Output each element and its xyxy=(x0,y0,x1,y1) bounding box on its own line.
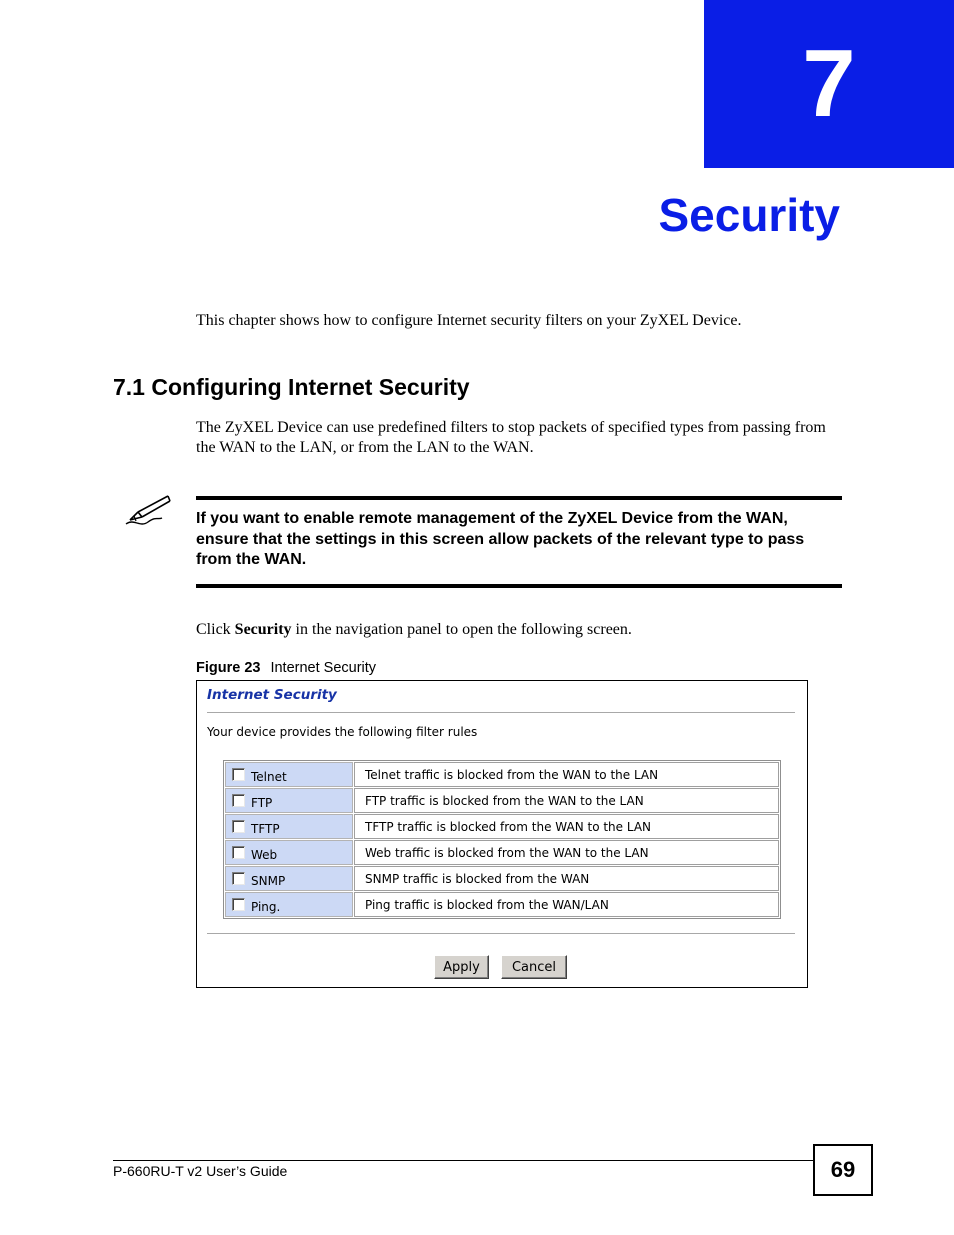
chapter-number-box xyxy=(704,0,954,168)
pencil-note-icon xyxy=(124,494,174,526)
section-heading: 7.1 Configuring Internet Security xyxy=(113,374,470,400)
page-number: 69 xyxy=(813,1144,873,1196)
click-bold-term: Security xyxy=(234,621,292,638)
filter-description: Ping traffic is blocked from the WAN/LAN xyxy=(354,892,779,917)
filter-checkbox[interactable] xyxy=(232,872,245,885)
filter-rules-table xyxy=(223,760,781,919)
filter-name: TFTP xyxy=(251,821,280,836)
filter-name: FTP xyxy=(251,795,273,810)
filter-name-cell xyxy=(225,762,353,787)
section-paragraph: The ZyXEL Device can use predefined filters to stop packets of specified types from passing from the WAN to the LAN, or from the LAN to the WAN. xyxy=(196,419,826,456)
apply-button[interactable]: Apply xyxy=(434,955,489,979)
filter-description: SNMP traffic is blocked from the WAN xyxy=(354,866,779,891)
filter-name-cell xyxy=(225,814,353,839)
filter-rule-row xyxy=(225,840,779,865)
screen-bottom-divider xyxy=(207,933,795,935)
filter-checkbox[interactable] xyxy=(232,898,245,911)
filter-description: TFTP traffic is blocked from the WAN to the LAN xyxy=(354,814,779,839)
filter-description: FTP traffic is blocked from the WAN to the LAN xyxy=(354,788,779,813)
filter-name-cell xyxy=(225,892,353,917)
cancel-button[interactable]: Cancel xyxy=(501,955,567,979)
filter-description: Web traffic is blocked from the WAN to the LAN xyxy=(354,840,779,865)
click-instruction xyxy=(196,620,632,640)
filter-name: Telnet xyxy=(251,769,287,784)
filter-name: Ping. xyxy=(251,899,281,914)
filter-description: Telnet traffic is blocked from the WAN to the LAN xyxy=(354,762,779,787)
filter-name: Web xyxy=(251,847,278,862)
note-text: If you want to enable remote management of the ZyXEL Device from the WAN, ensure that the settings in this screen allow packets of the relevant type to pass from the WAN. xyxy=(196,510,805,568)
screen-description: Your device provides the following filter rules xyxy=(207,725,478,739)
filter-rule-row xyxy=(225,866,779,891)
chapter-number: 7 xyxy=(802,30,856,137)
filter-checkbox[interactable] xyxy=(232,820,245,833)
figure-caption xyxy=(196,660,376,676)
filter-name-cell xyxy=(225,866,353,891)
footer-rule xyxy=(113,1160,813,1161)
intro-paragraph: This chapter shows how to configure Internet security filters on your ZyXEL Device. xyxy=(196,312,742,329)
filter-checkbox[interactable] xyxy=(232,794,245,807)
click-prefix: Click xyxy=(196,621,235,638)
chapter-title: Security xyxy=(658,189,840,241)
filter-checkbox[interactable] xyxy=(232,768,245,781)
click-suffix: in the navigation panel to open the following screen. xyxy=(291,621,632,638)
filter-name-cell xyxy=(225,840,353,865)
filter-name: SNMP xyxy=(251,873,286,888)
figure-title: Internet Security xyxy=(270,660,377,676)
screen-title: Internet Security xyxy=(207,687,337,703)
filter-rule-row xyxy=(225,762,779,787)
note-top-rule xyxy=(196,496,842,500)
note-bottom-rule xyxy=(196,584,842,588)
figure-label: Figure 23 xyxy=(196,660,261,676)
screen-top-divider xyxy=(207,712,795,714)
footer-guide-title: P-660RU-T v2 User’s Guide xyxy=(113,1163,288,1179)
filter-rule-row xyxy=(225,892,779,917)
filter-name-cell xyxy=(225,788,353,813)
filter-checkbox[interactable] xyxy=(232,846,245,859)
internet-security-screen xyxy=(196,680,808,988)
filter-rule-row xyxy=(225,814,779,839)
filter-rule-row xyxy=(225,788,779,813)
